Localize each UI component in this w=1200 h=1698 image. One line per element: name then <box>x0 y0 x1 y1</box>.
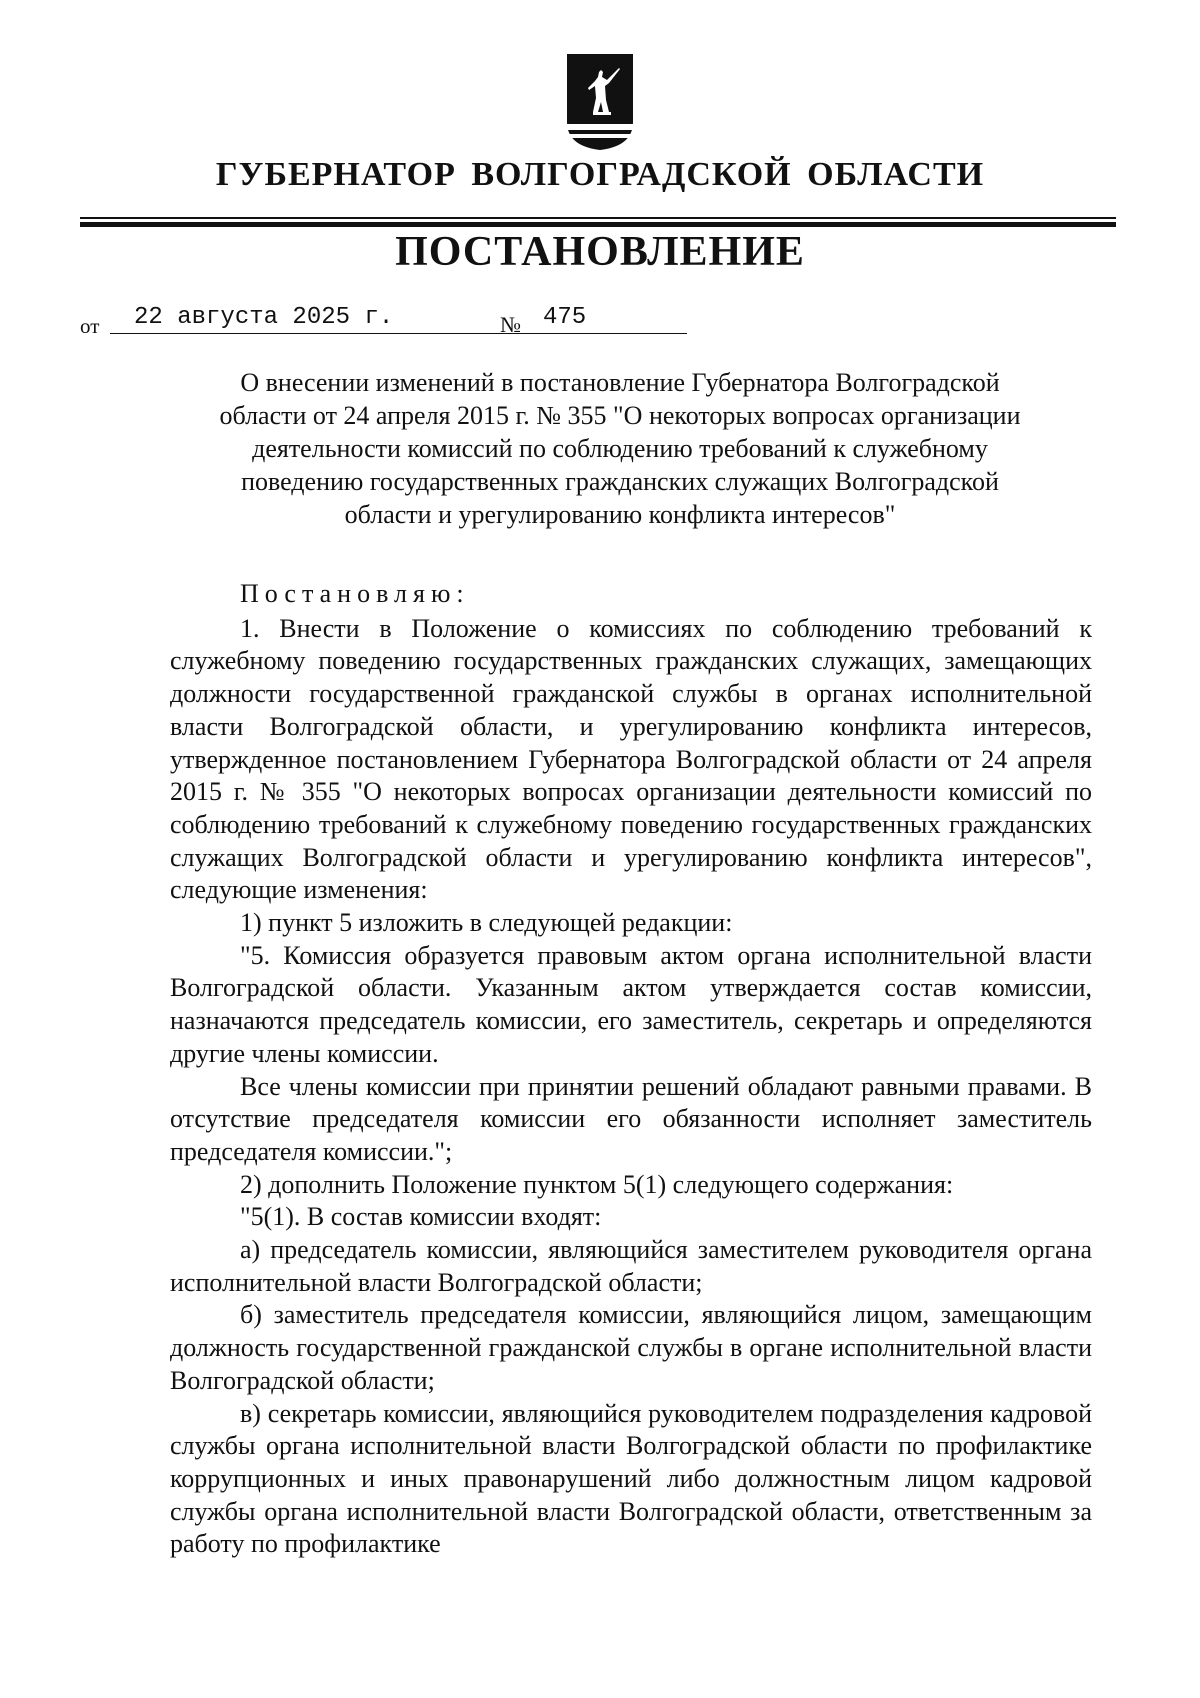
body-paragraph: "5(1). В состав комиссии входят: <box>240 1202 602 1232</box>
body-paragraph: 1. Внести в Положение о комиссиях по соблюдению требований к служебному поведению государственных гражданских служащих, замещающих должности государственной гражданской службы в органах исполнительной власти Волгоградской области, и урегулированию конфликта интересов, утвержденное постановлением Губернатора Волгоградской области от 24 апреля 2015 г. № 355 "О некоторых вопросах организации деятельности комиссий по соблюдению требований к служебному поведению государственных гражданских служащих Волгоградской области и урегулированию конфликта интересов", следующие изменения: <box>170 613 1092 905</box>
subject-line: поведению государственных гражданских служащих Волгоградской <box>241 467 999 496</box>
volgograd-coat-of-arms-icon <box>563 50 637 153</box>
number-label: № <box>500 312 521 337</box>
authority-title: ГУБЕРНАТОР ВОЛГОГРАДСКОЙ ОБЛАСТИ <box>215 156 985 193</box>
body-paragraph: б) заместитель председателя комиссии, являющийся лицом, замещающим должность государственной гражданской службы в органе исполнительной власти Волгоградской области; <box>170 1300 1092 1395</box>
document-body <box>170 578 1092 1561</box>
subject-line: области и урегулированию конфликта интересов" <box>344 500 896 529</box>
body-paragraph: 2) дополнить Положение пунктом 5(1) следующего содержания: <box>240 1169 954 1199</box>
header-rule-thick <box>80 222 1116 227</box>
header-rule-thin <box>80 217 1116 219</box>
document-subject <box>170 366 1070 531</box>
date-from-label: от <box>80 314 100 338</box>
body-paragraph: 1) пункт 5 изложить в следующей редакции: <box>240 908 733 938</box>
subject-line: области от 24 апреля 2015 г. № 355 "О некоторых вопросах организации <box>219 401 1021 430</box>
subject-line: деятельности комиссий по соблюдению требований к служебному <box>252 434 988 463</box>
resolve-phrase: Постановляю: <box>240 579 470 608</box>
subject-line: О внесении изменений в постановление Губернатора Волгоградской <box>240 368 1000 397</box>
document-number: 475 <box>527 304 687 334</box>
body-paragraph: "5. Комиссия образуется правовым актом органа исполнительной власти Волгоградской области. Указанным актом утверждается состав комиссии, назначаются председатель комиссии, его заместитель, секретарь и определяются другие члены комиссии. <box>170 940 1092 1068</box>
document-date: 22 августа 2025 г. <box>110 304 570 334</box>
body-paragraph: а) председатель комиссии, являющийся заместителем руководителя органа исполнительной власти Волгоградской области; <box>170 1235 1092 1297</box>
document-type-title: ПОСТАНОВЛЕНИЕ <box>395 229 805 275</box>
body-paragraph: в) секретарь комиссии, являющийся руководителем подразделения кадровой службы органа исполнительной власти Волгоградской области по профилактике коррупционных и иных правонарушений либо должностным лицом кадровой службы органа исполнительной власти Волгоградской области, ответственным за работу по профилактике <box>170 1398 1092 1559</box>
date-number-line <box>80 304 720 344</box>
body-paragraph: Все члены комиссии при принятии решений обладают равными правами. В отсутствие председателя комиссии его обязанности исполняет заместитель председателя комиссии."; <box>170 1071 1092 1166</box>
